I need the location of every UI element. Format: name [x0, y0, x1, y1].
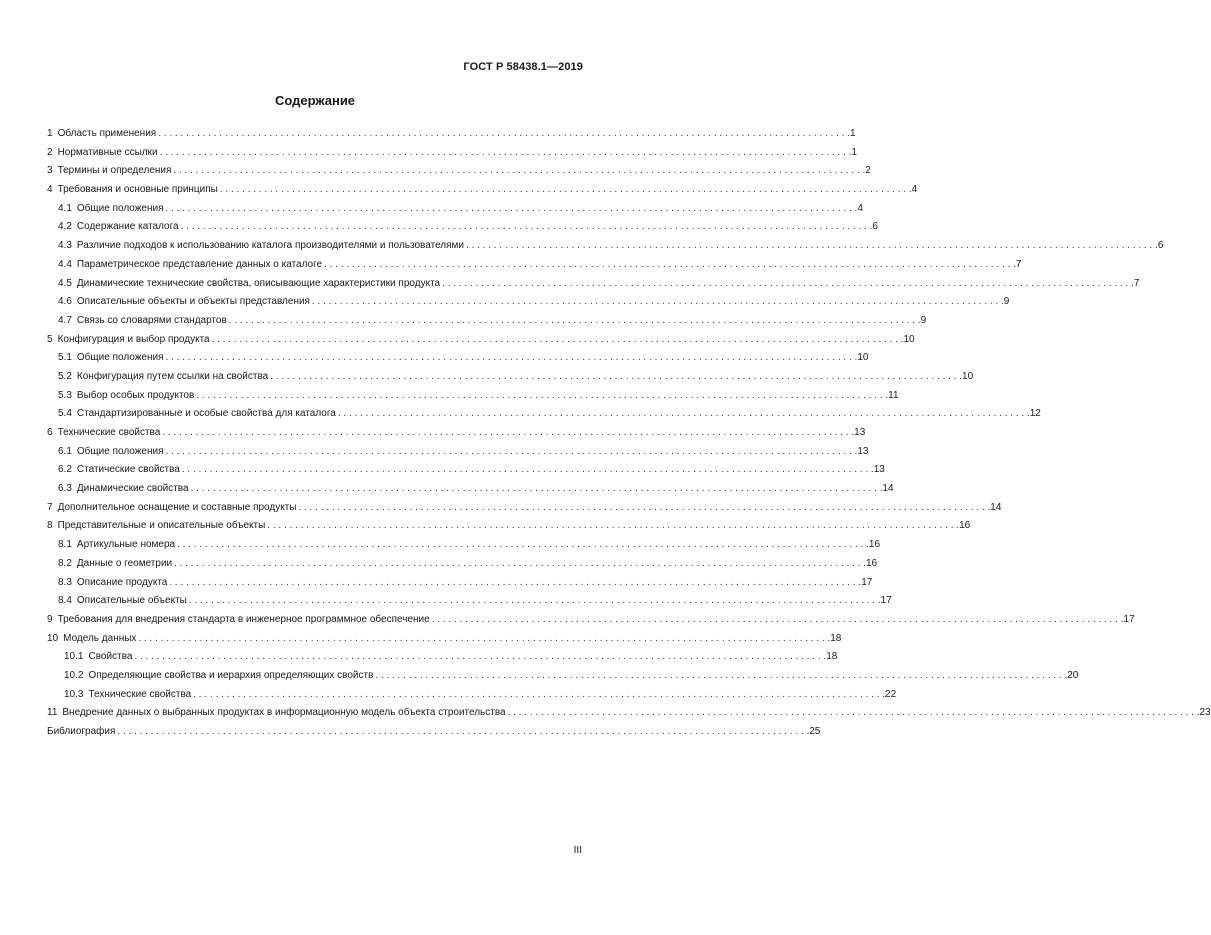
toc-entry[interactable] — [47, 499, 1002, 518]
toc-entry-label: Требования для внедрения стандарта в инженерное программное обеспечение — [57, 613, 430, 625]
toc-entry-number: 4 — [47, 184, 53, 196]
toc-entry-number: 5.3 — [58, 389, 72, 401]
toc-leader-dots — [440, 275, 1134, 294]
toc-entry[interactable] — [47, 723, 821, 742]
toc-entry-page: 25 — [809, 726, 821, 737]
toc-entry-label: Статические свойства — [76, 464, 180, 476]
toc-entry[interactable] — [47, 648, 838, 667]
toc-leader-dots — [506, 704, 1200, 723]
toc-entry-label: Динамические свойства — [76, 483, 189, 495]
toc-entry-label: Описательные объекты и объекты представления — [76, 296, 310, 308]
toc-entry-page: 16 — [865, 557, 878, 569]
toc-leader-dots — [158, 144, 852, 163]
toc-entry-page: 4 — [857, 202, 863, 214]
toc-entry[interactable] — [47, 218, 878, 237]
toc-leader-dots — [160, 424, 854, 443]
toc-leader-dots — [265, 517, 959, 536]
toc-entry[interactable] — [47, 162, 871, 181]
toc-entry-page: 16 — [868, 539, 881, 551]
toc-entry-number: 4.4 — [58, 258, 72, 270]
toc-leader-dots — [310, 293, 1004, 312]
toc-entry-number: 11 — [47, 707, 58, 719]
toc-entry-page: 11 — [888, 389, 899, 401]
toc-entry-page: 16 — [959, 520, 971, 532]
toc-entry-label: Общие положения — [76, 202, 164, 214]
toc-entry-page: 23 — [1199, 707, 1211, 719]
toc-entry-label: Библиография — [47, 726, 116, 737]
toc-leader-dots — [175, 536, 869, 555]
toc-entry-label: Содержание каталога — [76, 221, 179, 233]
toc-entry-number: 7 — [47, 501, 53, 513]
toc-entry-label: Внедрение данных о выбранных продуктах в информационную модель объекта строительства — [62, 707, 506, 719]
toc-entry-page: 2 — [865, 165, 871, 177]
toc-entry-number: 1 — [47, 128, 53, 139]
toc-entry[interactable] — [47, 331, 915, 350]
toc-entry-label: Технические свойства — [88, 688, 192, 700]
toc-entry-page: 13 — [854, 427, 866, 438]
toc-entry-number: 4.6 — [58, 296, 72, 308]
toc-leader-dots — [180, 461, 874, 480]
page-title: Содержание — [274, 93, 356, 108]
toc-entry-page: 7 — [1015, 258, 1022, 270]
toc-entry-label: Конфигурация путем ссылки на свойства — [76, 370, 269, 382]
toc-entry-number: 9 — [47, 613, 53, 625]
toc-leader-dots — [227, 312, 921, 331]
toc-entry[interactable] — [47, 443, 869, 462]
toc-entry-label: Описание продукта — [76, 576, 168, 588]
toc-entry[interactable] — [47, 125, 856, 144]
toc-entry-page: 1 — [851, 146, 858, 158]
toc-leader-dots — [218, 181, 912, 200]
toc-entry-number: 10.2 — [64, 669, 84, 681]
toc-leader-dots — [156, 125, 850, 144]
toc-leader-dots — [172, 555, 866, 574]
toc-entry[interactable] — [47, 461, 885, 480]
toc-entry-number: 8.2 — [58, 557, 72, 569]
toc-entry-number: 8.4 — [58, 595, 72, 607]
toc-entry[interactable] — [47, 555, 878, 574]
toc-leader-dots — [136, 630, 830, 649]
toc-entry-number: 5.1 — [58, 352, 72, 364]
toc-leader-dots — [187, 592, 881, 611]
toc-entry-number: 8 — [47, 520, 53, 532]
toc-entry[interactable] — [47, 368, 974, 387]
toc-leader-dots — [179, 218, 873, 237]
toc-entry-label: Описательные объекты — [76, 595, 187, 607]
toc-entry[interactable] — [47, 686, 897, 705]
toc-leader-dots — [336, 405, 1030, 424]
toc-entry[interactable] — [47, 574, 873, 593]
toc-entry-label: Динамические технические свойства, описывающие характеристики продукта — [76, 277, 441, 289]
toc-entry-label: Дополнительное оснащение и составные продукты — [57, 501, 297, 513]
page-number: III — [573, 845, 582, 856]
toc-entry[interactable] — [47, 181, 918, 200]
toc-entry-page: 1 — [850, 128, 856, 139]
toc-entry-number: 2 — [47, 146, 53, 158]
toc-entry-label: Модель данных — [63, 632, 137, 644]
toc-entry-page: 14 — [882, 483, 894, 495]
toc-entry[interactable] — [47, 667, 1079, 686]
toc-leader-dots — [132, 648, 826, 667]
toc-leader-dots — [164, 443, 858, 462]
toc-entry-page: 18 — [826, 651, 838, 663]
toc-entry-number: 4.3 — [58, 240, 72, 252]
toc-entry[interactable] — [47, 517, 971, 536]
toc-entry-label: Определяющие свойства и иерархия определяющих свойств — [88, 669, 374, 681]
toc-leader-dots — [171, 162, 865, 181]
toc-entry[interactable] — [47, 275, 1140, 294]
toc-leader-dots — [167, 574, 861, 593]
toc-entry-number: 6.1 — [58, 445, 72, 457]
toc-entry[interactable] — [47, 144, 858, 163]
toc-leader-dots — [164, 200, 858, 219]
toc-leader-dots — [430, 611, 1124, 630]
toc-entry-label: Выбор особых продуктов — [76, 389, 195, 401]
toc-leader-dots — [322, 256, 1016, 275]
toc-leader-dots — [296, 499, 990, 518]
toc-entry-page: 13 — [857, 445, 869, 457]
toc-entry[interactable] — [47, 611, 1135, 630]
toc-entry-label: Артикульные номера — [76, 539, 176, 551]
toc-leader-dots — [373, 667, 1067, 686]
toc-entry-label: Технические свойства — [57, 427, 161, 438]
toc-entry-page: 10 — [903, 333, 915, 345]
toc-entry-page: 14 — [990, 501, 1002, 513]
toc-entry[interactable] — [47, 592, 892, 611]
toc-entry-page: 9 — [920, 314, 927, 326]
toc-entry[interactable] — [47, 200, 863, 219]
toc-entry[interactable] — [47, 256, 1022, 275]
toc-entry-label: Конфигурация и выбор продукта — [57, 333, 210, 345]
toc-entry-number: 4.1 — [58, 202, 72, 214]
toc-entry-number: 10.1 — [64, 651, 84, 663]
toc-entry-label: Стандартизированные и особые свойства для каталога — [76, 408, 336, 420]
toc-entry-label: Общие положения — [76, 352, 164, 364]
toc-entry[interactable] — [47, 480, 894, 499]
toc-entry[interactable] — [47, 237, 1164, 256]
toc-entry-page: 6 — [1157, 240, 1164, 252]
toc-entry[interactable] — [47, 630, 842, 649]
toc-entry-page: 7 — [1133, 277, 1140, 289]
toc-entry-label: Область применения — [57, 128, 157, 139]
toc-entry[interactable] — [47, 312, 927, 331]
toc-entry-label: Общие положения — [76, 445, 164, 457]
toc-leader-dots — [268, 368, 962, 387]
toc-entry-page: 13 — [873, 464, 885, 476]
toc-entry-page: 17 — [880, 595, 892, 607]
toc-entry-page: 6 — [872, 221, 878, 233]
toc-entry-page: 10 — [857, 352, 869, 364]
toc-entry-page: 20 — [1067, 669, 1079, 681]
toc-entry-label: Нормативные ссылки — [57, 146, 158, 158]
toc-entry-number: 6.2 — [58, 464, 72, 476]
toc-leader-dots — [115, 723, 809, 742]
toc-entry-number: 4.5 — [58, 277, 72, 289]
toc-entry-label: Данные о геометрии — [76, 557, 173, 569]
toc-entry-page: 17 — [1123, 613, 1135, 625]
toc-entry-label: Связь со словарями стандартов — [76, 314, 227, 326]
table-of-contents — [47, 125, 1211, 742]
toc-entry-number: 6 — [47, 427, 53, 438]
toc-entry-page: 18 — [830, 632, 842, 644]
toc-leader-dots — [210, 331, 904, 350]
toc-entry-label: Термины и определения — [57, 165, 172, 177]
toc-leader-dots — [164, 349, 858, 368]
toc-entry-number: 5 — [47, 333, 53, 345]
toc-entry-number: 6.3 — [58, 483, 72, 495]
toc-entry[interactable] — [47, 387, 899, 406]
toc-entry-label: Требования и основные принципы — [57, 184, 218, 196]
toc-entry-label: Параметрическое представление данных о каталоге — [76, 258, 323, 270]
toc-entry[interactable] — [47, 536, 881, 555]
toc-entry-label: Различие подходов к использованию каталога производителями и пользователями — [76, 240, 465, 252]
toc-entry-number: 4.2 — [58, 221, 72, 233]
toc-entry-page: 10 — [962, 370, 974, 382]
toc-entry-page: 9 — [1003, 296, 1010, 308]
toc-entry[interactable] — [47, 349, 869, 368]
toc-entry-number: 5.4 — [58, 408, 72, 420]
toc-entry-label: Свойства — [88, 651, 133, 663]
toc-entry-number: 10 — [47, 632, 59, 644]
toc-entry-page: 12 — [1029, 408, 1041, 420]
toc-entry-number: 10.3 — [64, 688, 84, 700]
toc-leader-dots — [191, 686, 885, 705]
toc-entry-number: 8.3 — [58, 576, 72, 588]
toc-entry[interactable] — [47, 405, 1041, 424]
toc-entry-page: 4 — [911, 184, 918, 196]
toc-entry[interactable] — [47, 293, 1010, 312]
toc-entry-number: 3 — [47, 165, 53, 177]
toc-entry-number: 4.7 — [58, 314, 72, 326]
document-id: ГОСТ Р 58438.1—2019 — [463, 61, 583, 73]
toc-entry-label: Представительные и описательные объекты — [57, 520, 266, 532]
toc-leader-dots — [464, 237, 1158, 256]
toc-entry[interactable] — [47, 424, 866, 443]
toc-leader-dots — [194, 387, 888, 406]
toc-entry-number: 8.1 — [58, 539, 72, 551]
toc-entry[interactable] — [47, 704, 1211, 723]
toc-entry-page: 17 — [861, 576, 873, 588]
toc-entry-number: 5.2 — [58, 370, 72, 382]
toc-entry-page: 22 — [885, 688, 897, 700]
toc-leader-dots — [189, 480, 883, 499]
